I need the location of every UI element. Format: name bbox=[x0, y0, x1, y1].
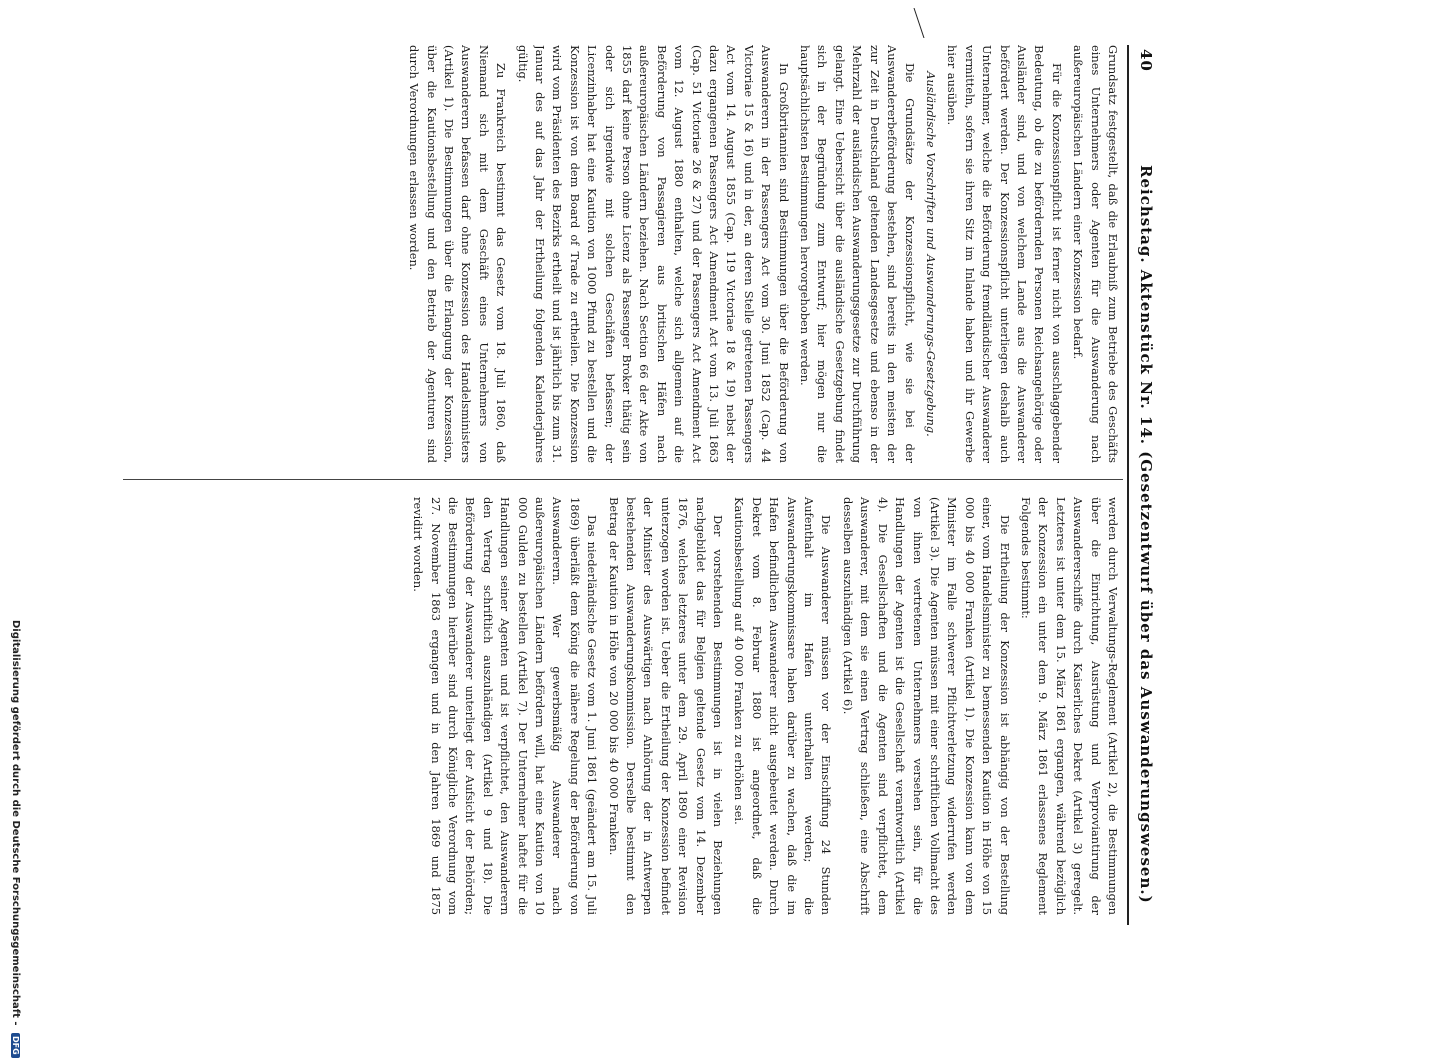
page-number: 40 bbox=[1137, 49, 1155, 72]
header-rule bbox=[1127, 45, 1129, 925]
footer-text: Digitalisierung gefördert durch die Deutsche Forschungsgemeinschaft - bbox=[10, 620, 21, 1026]
document-page bbox=[92, 45, 1157, 925]
column-divider bbox=[123, 479, 1123, 480]
left-paragraph: Zu Frankreich bestimmt das Gesetz vom 18. Juli 1860, daß Niemand sich mit dem Geschäft eines Unternehmers von Auswanderern befassen darf ohne Konzession des Handelsministers (Artikel 1). Die Bestimmungen über die Erlangung der Konzession, über die Kautionsbestellung und den Betrieb der Agenturen sind durch Verordnungen erlassen worden. bbox=[407, 45, 509, 463]
right-paragraph: Das niederländische Gesetz vom 1. Juni 1861 (geändert am 15. Juli 1869) überläßt dem König die nähere Regelung der Beförderung von Auswanderern. Wer gewerbsmäßig Auswanderer nach außereuropäischen Ländern befördern will, hat eine Kaution von 10 000 Gulden zu bestellen (Artikel 7). Der Unternehmer haftet für die Handlungen seiner Agenten und ist verpflichtet, den Auswanderern den Vertrag schriftlich auszuhändigen (Artikel 9 und 18). Die Beförderung der Auswanderer unterliegt der Aufsicht der Behörden; die Bestimmungen hierüber sind durch Königliche Verordnung vom 27. November 1863 ergangen und in den Jahren 1869 und 1875 revidirt worden. bbox=[411, 497, 600, 915]
section-subhead: Ausländische Vorschriften und Auswanderungs-Gesetzgebung. bbox=[923, 71, 938, 437]
dfg-logo: DFG bbox=[12, 1033, 21, 1058]
right-paragraph: Der vorstehenden Bestimmungen ist in vielen Beziehungen nachgebildet das für Belgien geltende Gesetz vom 14. Dezember 1876, welches letzteres unter dem 29. April 1890 einer Revision unterzogen worden ist. Ueber die Ertheilung der Konzession befindet der Minister des Auswärtigen nach Anhörung der in Antwerpen bestehenden Auswanderungskommission. Derselbe bestimmt den Betrag der Kaution in Höhe von 20 000 bis 40 000 Franken. bbox=[606, 497, 726, 915]
left-paragraph: Die Grundsätze der Konzessionspflicht, wie sie bei der Auswandererbeförderung bestehen, sind bereits in den meisten der zur Zeit in Deutschland geltenden Landesgesetze und ebenso in der Mehrzahl der ausländischen Auswanderungsgesetze zur Durchführung gelangt. Eine Uebersicht über die ausländische Gesetzgebung findet sich in der Begründung zum Entwurf; hier mögen nur die hauptsächlichsten Bestimmungen hervorgehoben werden. bbox=[798, 45, 917, 463]
right-paragraph: Die Ertheilung der Konzession ist abhängig von der Bestellung einer, vom Handelsminister zu bemessenden Kaution in Höhe von 15 000 bis 40 000 Franken (Artikel 1). Die Konzession kann von dem Minister im Falle schwerer Pflichtverletzung widerrufen werden (Artikel 3). Die Agenten müssen mit einer schriftlichen Vollmacht des von ihnen vertretenen Unternehmers versehen sein, für die Handlungen der Agenten ist die Gesellschaft verantwortlich (Artikel 4). Die Gesellschaften und die Agenten sind verpflichtet, dem Auswanderer, mit dem sie einen Vertrag schließen, eine Abschrift desselben auszuhändigen (Artikel 6). bbox=[840, 497, 1012, 915]
left-column bbox=[101, 45, 1121, 463]
scan-mark bbox=[912, 8, 926, 38]
running-head bbox=[1131, 45, 1157, 925]
left-paragraph: In Großbritannien sind Bestimmungen über die Beförderung von Auswanderern in der Passengers Act vom 30. Juni 1852 (Cap. 44 Victoriae 15 & 16) und in der, an deren Stelle getretenen Passengers Act vom 14. August 1855 (Cap. 119 Victoriae 18 & 19) nebst der dazu ergangenen Passengers Act Amendment Act vom 13. Juli 1863 (Cap. 51 Victoriae 26 & 27) und der Passengers Act Amendment Act vom 12. August 1880 enthalten, welche sich allgemein auf die Beförderung von Passagieren aus britischen Häfen nach außereuropäischen Ländern beziehen. Nach Section 66 der Akte von 1855 darf keine Person ohne Licenz als Passenger Broker thätig sein oder sich irgendwie mit solchen Geschäften befassen; der Licenzinhaber hat eine Kaution von 1000 Pfund zu bestellen und die Konzession ist von dem Board of Trade zu ertheilen. Die Konzession wird vom Präsidenten des Bezirks ertheilt und ist jährlich bis zum 31. Januar des auf das Jahr der Ertheilung folgenden Kalenderjahres gültig. bbox=[515, 45, 791, 463]
running-head-title: Reichstag. Aktenstück Nr. 14. (Gesetzentwurf über das Auswanderungswesen.) bbox=[1137, 165, 1155, 904]
digitization-footer bbox=[5, 620, 21, 1055]
right-column bbox=[101, 497, 1121, 915]
right-paragraph: Die Auswanderer müssen vor der Einschiffung 24 Stunden Aufenthalt im Hafen unterhalten werden; die Auswanderungskommissare haben darüber zu wachen, daß die im Hafen befindlichen Auswanderer nicht ausgebeutet werden. Durch Dekret vom 8. Februar 1880 ist angeordnet, daß die Kautionsbestellung auf 40 000 Franken zu erhöhen sei. bbox=[732, 497, 834, 915]
left-paragraph: Für die Konzessionspflicht ist ferner nicht von ausschlaggebender Bedeutung, ob die zu befördernden Personen Reichsangehörige oder Ausländer sind, und von welchem Lande aus die Auswanderer befördert werden. Der Konzessionspflicht unterliegen deshalb auch Unternehmer, welche die Beförderung fremdländischer Auswanderer vermitteln, sofern sie ihren Sitz im Inlande haben und ihr Gewerbe hier ausüben. bbox=[945, 45, 1064, 463]
right-paragraph: werden durch Verwaltungs-Reglement (Artikel 2), die Bestimmungen über die Einrichtung, Ausrüstung und Verproviantirung der Auswandererschiffe durch Kaiserliches Dekret (Artikel 3) geregelt. Letzteres ist unter dem 15. März 1861 ergangen, während bezüglich der Konzession ein unter dem 9. März 1861 erlassenes Reglement Folgendes bestimmt: bbox=[1018, 497, 1120, 915]
left-paragraph: Grundsatz festgestellt, daß die Erlaubniß zum Betriebe des Geschäfts eines Unternehmers oder Agenten für die Auswanderung nach außereuropäischen Ländern einer Konzession bedarf. bbox=[1071, 45, 1120, 463]
